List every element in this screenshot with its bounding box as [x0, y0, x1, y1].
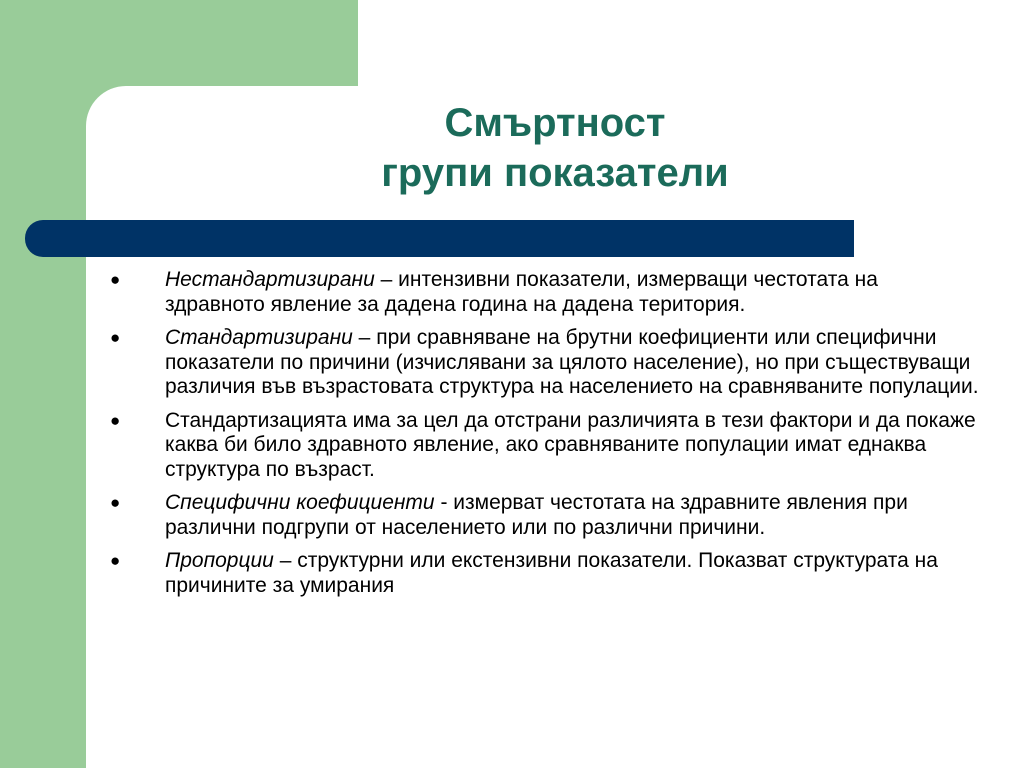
- bullet-item-proportions: [110, 549, 980, 598]
- bullet-dot-icon: ●: [110, 551, 121, 570]
- bullet-term: Пропорции: [165, 549, 274, 572]
- bullet-dot-icon: ●: [110, 328, 121, 347]
- bullet-dot-icon: ●: [110, 493, 121, 512]
- bullet-term: Специфични коефициенти: [165, 491, 435, 514]
- title-divider-bar: [25, 220, 854, 257]
- slide-title: [86, 98, 1024, 198]
- title-line-2: групи показатели: [381, 151, 729, 195]
- bullet-text: - измерват честотата на здравните явления при различни подгрупи от населението или по различни причини.: [165, 491, 908, 539]
- bullet-term: Нестандартизирани: [165, 268, 375, 291]
- bullet-dot-icon: ●: [110, 270, 121, 289]
- bullet-item-nonstandardized: [110, 268, 980, 317]
- bullet-list: [110, 268, 980, 607]
- bullet-text: – при сравняване на брутни коефициенти или специфични показатели по причини (изчислявани за цялото население), но при съществуващи различия във възрастовата структура на населението на сравняваните популации.: [165, 326, 979, 398]
- bullet-text: Стандартизацията има за цел да отстрани различията в тези фактори и да покаже каква би било здравното явление, ако сравняваните популации имат еднаква структура по възраст.: [165, 408, 976, 481]
- bullet-item-standardization-purpose: [110, 409, 980, 483]
- bullet-text: – структурни или екстензивни показатели. Показват структурата на причините за умирания: [165, 549, 938, 597]
- bullet-text: – интензивни показатели, измерващи честотата на здравното явление за дадена година на дадена територия.: [165, 268, 878, 316]
- bullet-item-standardized: [110, 326, 980, 400]
- title-line-1: Смъртност: [444, 101, 666, 145]
- bullet-item-specific-coefficients: [110, 491, 980, 540]
- bullet-term: Стандартизирани: [165, 326, 353, 349]
- bullet-dot-icon: ●: [110, 410, 121, 430]
